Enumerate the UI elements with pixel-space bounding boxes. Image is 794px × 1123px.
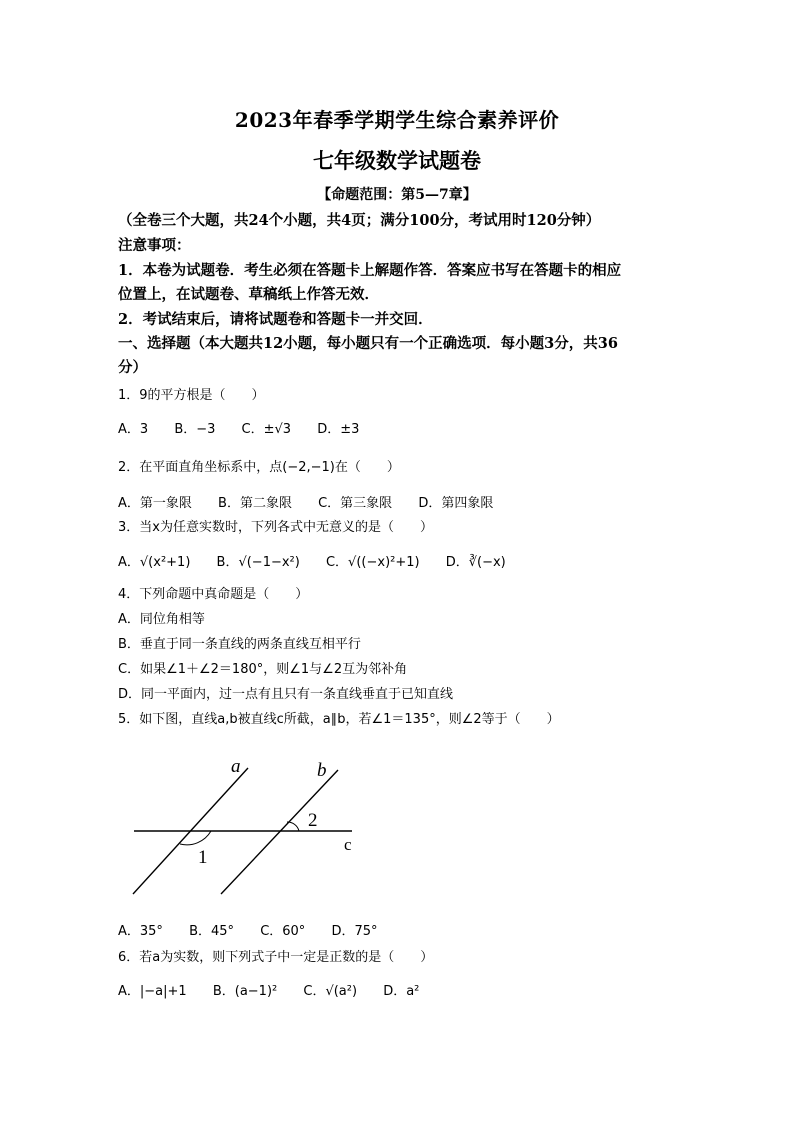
question-2-stem: 2．在平面直角坐标系中，点(−2,−1)在（ ） <box>118 460 400 475</box>
q2-option-b: B．第二象限 <box>218 496 292 511</box>
q6-option-d: D．a² <box>383 984 420 999</box>
exam-scope: 【命题范围：第5—7章】 <box>317 187 477 203</box>
question-6-options <box>118 980 441 999</box>
q3-option-d: D．∛(−x) <box>445 555 506 570</box>
q5-option-b: B．45° <box>189 924 235 939</box>
question-1-options <box>118 418 381 437</box>
label-angle-1: 1 <box>198 847 208 868</box>
q6-option-a: A．|−a|+1 <box>118 984 187 999</box>
q4-option-d: D．同一平面内，过一点有且只有一条直线垂直于已知直线 <box>118 687 454 702</box>
q5-option-a: A．35° <box>118 924 163 939</box>
q3-option-c: C．√((−x)²+1) <box>325 555 420 570</box>
note-item-2: 2．考试结束后，请将试题卷和答题卡一并交回． <box>118 311 433 328</box>
exam-title: 2023年春季学期学生综合素养评价 <box>234 108 560 132</box>
question-3-stem: 3．当x为任意实数时，下列各式中无意义的是（ ） <box>118 520 433 535</box>
q3-option-b: B．√(−1−x²) <box>216 555 300 570</box>
q5-option-c: C．60° <box>260 924 306 939</box>
exam-summary: （全卷三个大题，共24个小题，共4页；满分100分，考试用时120分钟） <box>118 212 601 229</box>
q2-option-c: C．第三象限 <box>318 496 393 511</box>
angle-2-arc <box>287 822 299 831</box>
q4-option-c: C．如果∠1＋∠2＝180°，则∠1与∠2互为邻补角 <box>118 662 408 677</box>
q6-option-c: C．√(a²) <box>303 984 358 999</box>
parallel-lines-figure <box>118 750 378 910</box>
question-6-stem: 6．若a为实数，则下列式子中一定是正数的是（ ） <box>118 950 434 965</box>
section-1-title-line-1: 一、选择题（本大题共12小题，每小题只有一个正确选项．每小题3分，共36 <box>118 335 618 352</box>
q4-option-b: B．垂直于同一条直线的两条直线互相平行 <box>118 637 361 652</box>
q1-option-b: B．−3 <box>174 422 216 437</box>
question-5-stem: 5．如下图，直线a,b被直线c所截，a∥b，若∠1＝135°，则∠2等于（ ） <box>118 712 560 727</box>
label-c: c <box>344 835 352 854</box>
q5-option-d: D．75° <box>331 924 378 939</box>
section-1-title-line-2: 分） <box>118 359 147 376</box>
q1-option-d: D．±3 <box>317 422 360 437</box>
q2-option-d: D．第四象限 <box>418 496 494 511</box>
note-item-1-line-2: 位置上，在试题卷、草稿纸上作答无效． <box>118 286 379 303</box>
line-b <box>221 770 338 894</box>
q2-option-a: A．第一象限 <box>118 496 192 511</box>
question-1-stem: 1．9的平方根是（ ） <box>118 388 265 403</box>
label-a: a <box>231 756 241 777</box>
q1-option-a: A．3 <box>118 422 149 437</box>
q3-option-a: A．√(x²+1) <box>118 555 191 570</box>
label-b: b <box>317 760 327 781</box>
parallel-lines-diagram <box>118 750 378 910</box>
question-3-options <box>118 551 528 570</box>
q4-option-a: A．同位角相等 <box>118 612 205 627</box>
exam-subtitle: 七年级数学试题卷 <box>313 148 481 173</box>
note-item-1-line-1: 1．本卷为试题卷．考生必须在答题卡上解题作答．答案应书写在答题卡的相应 <box>118 262 622 279</box>
notes-heading: 注意事项： <box>118 237 191 254</box>
question-4-stem: 4．下列命题中真命题是（ ） <box>118 587 309 602</box>
question-2-options <box>118 492 515 511</box>
q6-option-b: B．(a−1)² <box>212 984 278 999</box>
question-5-options <box>118 920 400 939</box>
q1-option-c: C．±√3 <box>241 422 292 437</box>
label-angle-2: 2 <box>308 810 318 831</box>
